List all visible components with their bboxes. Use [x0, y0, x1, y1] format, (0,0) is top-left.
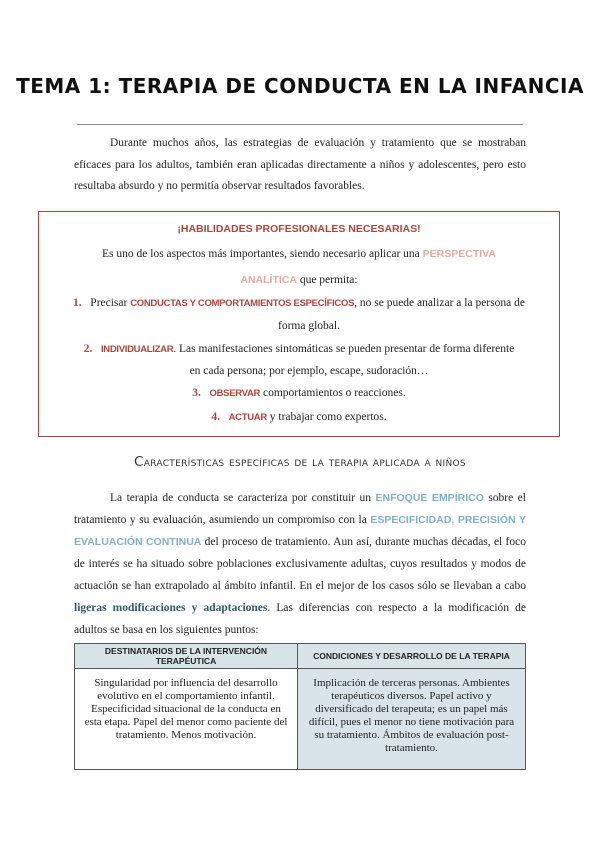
callout-text: Es uno de los aspectos más importantes, siendo necesario aplicar una — [102, 248, 423, 260]
list-item-2 — [39, 343, 559, 355]
table-header: DESTINATARIOS DE LA INTERVENCIÓN TERAPÉUTICA — [75, 644, 298, 669]
list-text: comportamientos o reacciones. — [260, 387, 406, 399]
list-item-1 — [39, 297, 559, 309]
highlight-enfoque: ENFOQUE EMPÍRICO — [375, 492, 484, 504]
callout-title: ¡HABILIDADES PROFESIONALES NECESARIAS! — [177, 223, 421, 235]
intro-paragraph — [74, 133, 526, 198]
list-highlight: CONDUCTAS Y COMPORTAMIENTOS ESPECÍFICOS — [130, 298, 355, 309]
body-text: sobre el tratamiento y su evaluación, asumiendo un compromiso con la — [74, 492, 526, 526]
highlight-ligeras: ligeras modificaciones y adaptaciones — [74, 602, 268, 614]
page-title: TEMA 1: TERAPIA DE CONDUCTA EN LA INFANCIA — [16, 74, 584, 98]
table-header-row — [75, 644, 526, 669]
list-text: forma global. — [278, 320, 340, 332]
table-header: CONDICIONES Y DESARROLLO DE LA TERAPIA — [297, 644, 525, 669]
section-subtitle: Características específicas de la terapia aplicada a niños — [134, 454, 466, 470]
skills-callout-box — [38, 211, 560, 437]
highlight-perspectiva: PERSPECTIVA — [422, 248, 496, 260]
list-item-3 — [39, 387, 559, 399]
title-divider — [77, 124, 523, 125]
callout-line-2 — [39, 274, 559, 286]
callout-line-1 — [39, 248, 559, 260]
body-paragraph — [74, 487, 526, 641]
list-highlight: INDIVIDUALIZAR — [100, 344, 174, 355]
list-item-1-cont — [39, 320, 559, 332]
body-text: . Las diferencias con respecto a la modificación de adultos se basa en los siguientes puntos: — [74, 602, 526, 636]
list-text: y trabajar como expertos. — [266, 411, 387, 423]
list-text: Precisar — [90, 297, 131, 309]
list-text: en cada persona; por ejemplo, escape, sudoración… — [189, 365, 429, 377]
list-text: , no se puede analizar a la persona de — [354, 297, 525, 309]
comparison-table — [74, 643, 526, 770]
table-row — [75, 669, 526, 770]
list-number: 2. — [83, 343, 93, 355]
table-cell: Singularidad por influencia del desarrollo evolutivo en el comportamiento infantil. Especificidad situacional de la conducta en esta etapa. Papel del menor como paciente del tratamiento. Menos motivación. — [75, 669, 298, 770]
list-number: 3. — [192, 387, 201, 399]
body-text: del proceso de tratamiento. Aun así, durante muchas décadas, el foco de interés se ha situado sobre poblaciones exclusivamente adultas, cuyos resultados y modos de actuación se han extrapolado al ámbito infantil. En el mejor de los casos sólo se llevaban a cabo — [74, 536, 526, 592]
highlight-especificidad: ESPECIFICIDAD, PRECISIÓN Y EVALUACIÓN CONTINUA — [74, 514, 526, 548]
list-highlight: ACTUAR — [228, 412, 267, 423]
body-text: La terapia de conducta se caracteriza por constituir un — [110, 492, 376, 504]
highlight-analitica: ANALÍTICA — [240, 274, 297, 286]
list-text: . Las manifestaciones sintomáticas se pueden presentar de forma diferente — [173, 343, 515, 355]
list-number: 4. — [211, 411, 220, 423]
list-highlight: OBSERVAR — [209, 388, 261, 399]
intro-text: Durante muchos años, las estrategias de evaluación y tratamiento que se mostraban eficaces para los adultos, también eran aplicadas directamente a niños y adolescentes, pero esto resultaba absurdo y no permitía observar resultados favorables. — [74, 137, 526, 192]
list-item-4 — [39, 411, 559, 423]
callout-text: que permita: — [296, 274, 358, 286]
list-item-2-cont — [39, 365, 559, 377]
list-number: 1. — [73, 297, 82, 309]
table-cell: Implicación de terceras personas. Ambientes terapéuticos diversos. Papel activo y diversificado del terapeuta; es un papel más difícil, pues el menor no tiene motivación para su tratamiento. Ámbitos de evaluación post-tratamiento. — [297, 669, 525, 770]
